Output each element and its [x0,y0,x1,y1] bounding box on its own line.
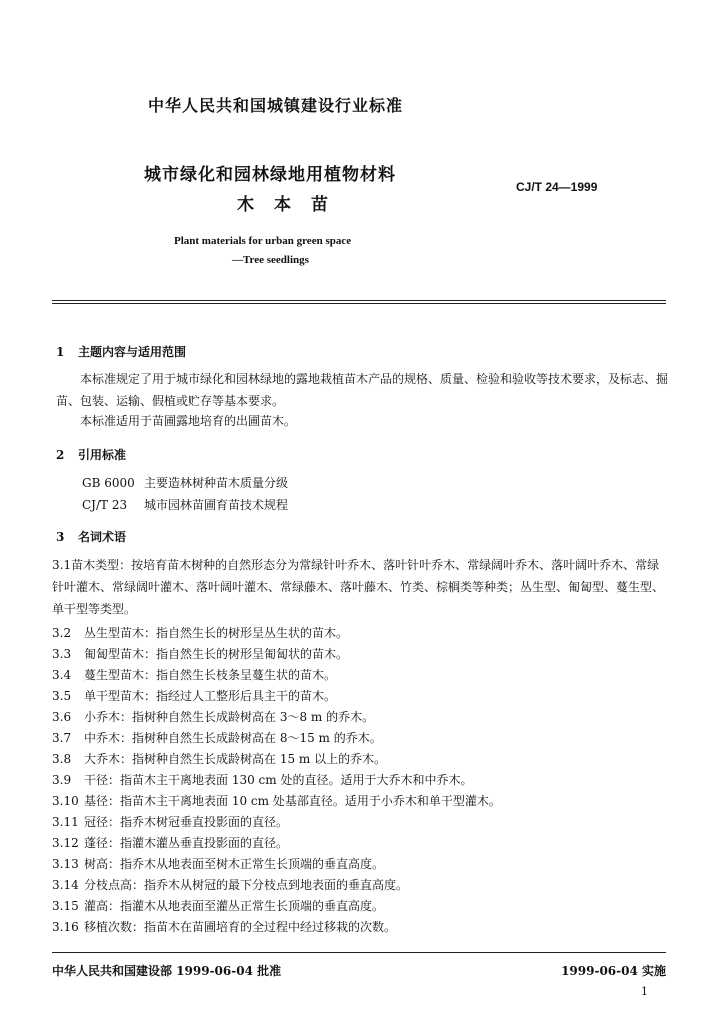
term-definition [52,771,472,788]
reference-title: 主要造林树种苗木质量分级 [144,476,289,490]
term-number: 3.6 [52,710,72,724]
approval-line: 中华人民共和国建设部 1999-06-04 批准 [52,964,282,978]
term-text: 丛生型苗木：指自然生长的树形呈丛生状的苗木。 [84,626,349,640]
term-definition [52,918,396,935]
term-number: 3.12 [52,836,79,850]
section-1-paragraph-1: 本标准规定了用于城市绿化和园林绿地的露地栽植苗木产品的规格、质量、检验和验收等技术要求，及标志、掘苗、包装、运输、假植或贮存等基本要求。 [56,372,669,408]
term-number: 3.1 [52,558,72,572]
document-title: 城市绿化和园林绿地用植物材料 [144,165,396,185]
issuing-authority: 中华人民共和国城镇建设行业标准 [148,96,404,115]
section-title: 主题内容与适用范围 [78,345,187,359]
term-definition [52,708,374,725]
term-definition [52,645,348,662]
term-text: 单干型苗木：指经过人工整形后具主干的苗木。 [84,689,337,703]
section-title: 名词术语 [78,530,127,544]
english-subtitle: —Tree seedlings [232,254,309,266]
term-text: 中乔木：指树种自然生长成龄树高在 8～15 m 的乔木。 [84,731,382,745]
english-title: Plant materials for urban green space [174,235,352,247]
term-number: 3.9 [52,773,72,787]
term-text: 蔓生型苗木：指自然生长枝条呈蔓生状的苗木。 [84,668,337,682]
term-text: 基径：指苗木主干离地表面 10 cm 处基部直径。适用于小乔木和单干型灌木。 [84,794,501,808]
term-text: 移植次数：指苗木在苗圃培育的全过程中经过移栽的次数。 [84,920,397,934]
reference-item [82,474,288,491]
term-number: 3.7 [52,731,72,745]
section-1-paragraph-2: 本标准适用于苗圃露地培育的出圃苗木。 [80,414,297,428]
term-text: 干径：指苗木主干离地表面 130 cm 处的直径。适用于大乔木和中乔木。 [84,773,473,787]
reference-code: GB 6000 [82,476,135,490]
term-number: 3.11 [52,815,79,829]
term-number: 3.15 [52,899,79,913]
section-number: 3 [56,530,65,544]
header-divider [52,300,666,301]
term-definition [52,624,348,641]
term-definition [52,666,336,683]
section-2-heading [56,446,126,463]
term-number: 3.13 [52,857,79,871]
header-divider-double [52,303,666,304]
section-3-heading [56,528,126,545]
term-definition [52,729,382,746]
term-definition [52,687,336,704]
term-text: 灌高：指灌木从地表面至灌丛正常生长顶端的垂直高度。 [84,899,385,913]
reference-title: 城市园林苗圃育苗技术规程 [144,498,289,512]
reference-item [82,496,288,513]
term-number: 3.8 [52,752,72,766]
section-number: 1 [56,345,65,359]
term-text: 苗木类型：按培育苗木树种的自然形态分为常绿针叶乔木、落叶针叶乔木、常绿阔叶乔木、落叶阔叶乔木、常绿针叶灌木、常绿阔叶灌木、落叶阔叶灌木、常绿藤木、落叶藤木、竹类、棕榈类等种类；丛生型、匍匐型、蔓生型、单干型等类型。 [52,558,665,616]
term-text: 匍匐型苗木：指自然生长的树形呈匍匐状的苗木。 [84,647,349,661]
term-definition [52,834,288,851]
term-definition [52,813,288,830]
section-title: 引用标准 [78,448,127,462]
term-text: 分枝点高：指乔木从树冠的最下分枝点到地表面的垂直高度。 [84,878,409,892]
term-number: 3.2 [52,626,72,640]
term-text: 树高：指乔木从地表面至树木正常生长顶端的垂直高度。 [84,857,385,871]
section-1-heading [56,343,186,360]
term-number: 3.5 [52,689,72,703]
section-number: 2 [56,448,65,462]
term-text: 小乔木：指树种自然生长成龄树高在 3～8 m 的乔木。 [84,710,375,724]
reference-code: CJ/T 23 [82,498,128,512]
standard-code: CJ/T 24—1999 [516,180,598,194]
term-number: 3.14 [52,878,79,892]
term-definition [52,897,384,914]
term-number: 3.3 [52,647,72,661]
term-definition [52,876,408,893]
page-number: 1 [641,985,648,998]
term-definition [52,750,386,767]
term-text: 大乔木：指树种自然生长成龄树高在 15 m 以上的乔木。 [84,752,387,766]
term-number: 3.16 [52,920,79,934]
term-number: 3.10 [52,794,79,808]
term-definition [52,855,384,872]
term-definition [52,792,501,809]
document-subtitle: 木本苗 [237,195,348,215]
term-text: 冠径：指乔木树冠垂直投影面的直径。 [84,815,289,829]
implementation-date: 1999-06-04 实施 [561,964,666,978]
footer-divider [52,952,666,953]
term-definition [52,554,668,620]
term-text: 蓬径：指灌木灌丛垂直投影面的直径。 [84,836,289,850]
term-number: 3.4 [52,668,72,682]
